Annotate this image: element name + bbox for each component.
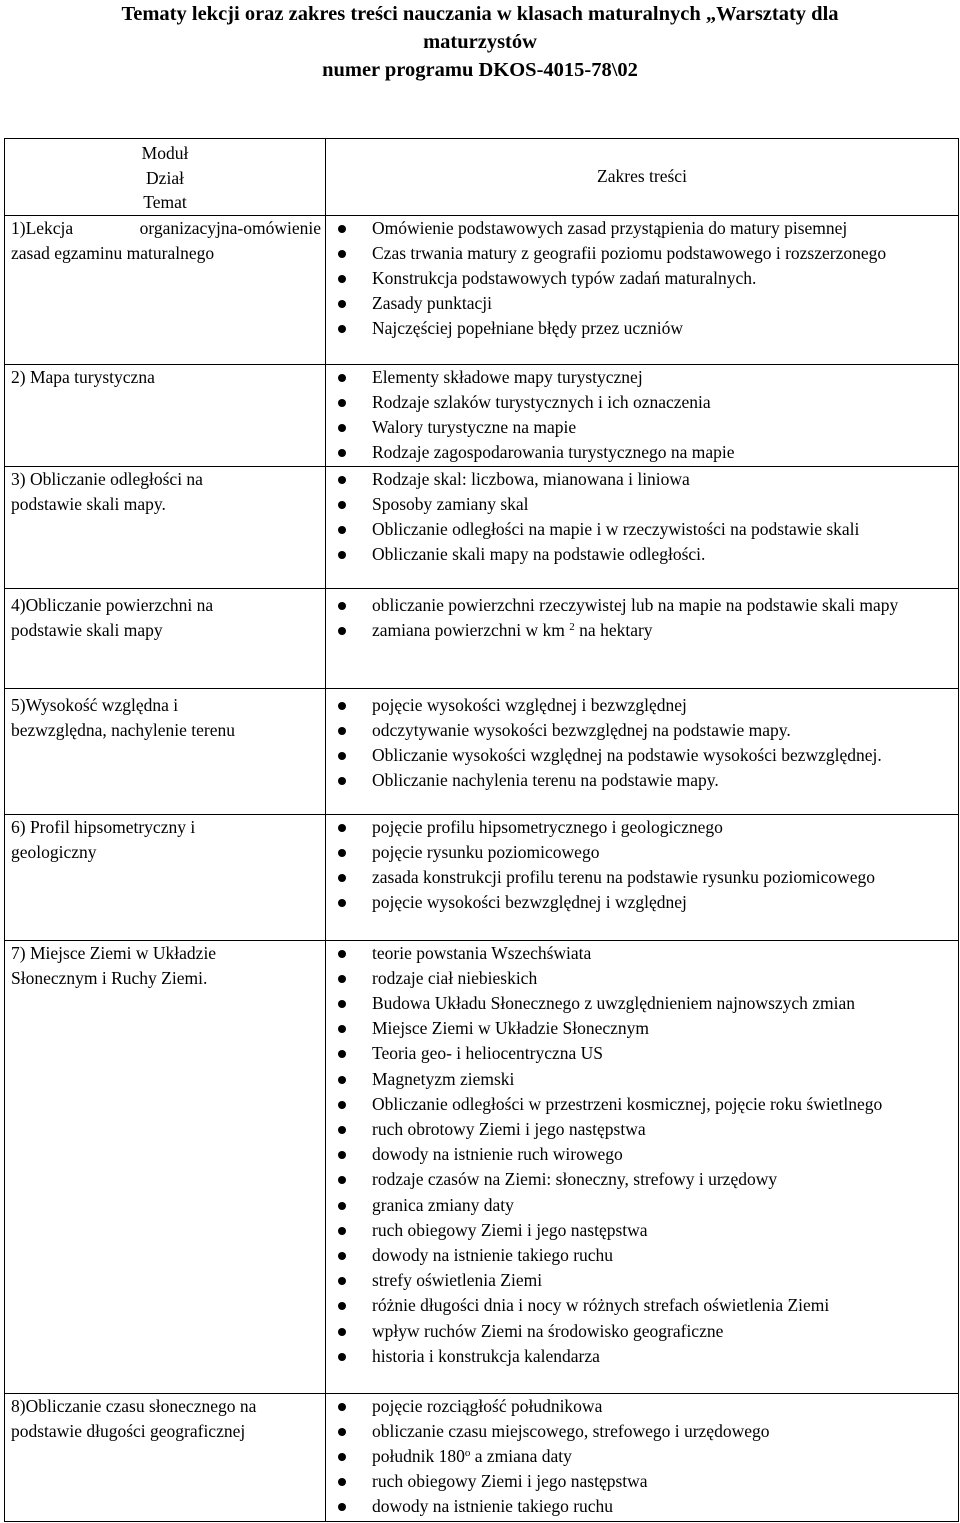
list-item: Obliczanie wysokości względnej na podstawie wysokości bezwzględnej. [326, 743, 958, 768]
list-item: Konstrukcja podstawowych typów zadań maturalnych. [326, 266, 958, 291]
bullet-icon [338, 1050, 346, 1058]
bullet-icon [338, 702, 346, 710]
list-item: południk 180$^o$ a zmiana daty [326, 1444, 958, 1469]
bullet-icon [338, 476, 346, 484]
topic-cell [5, 814, 326, 940]
list-item: dowody na istnienie ruch wirowego [326, 1142, 958, 1167]
list-item: ruch obiegowy Ziemi i jego następstwa [326, 1469, 958, 1494]
list-item: granica zmiany daty [326, 1193, 958, 1218]
bullet-icon [338, 325, 346, 333]
topic-cell [5, 215, 326, 364]
title-line-3: numer programu DKOS-4015-78\02 [322, 59, 638, 81]
bullet-icon [338, 1302, 346, 1310]
scope-cell [326, 688, 959, 814]
topic-cell [5, 588, 326, 688]
title-line-1: Tematy lekcji oraz zakres treści nauczania w klasach maturalnych „Warsztaty dla [121, 3, 839, 25]
scope-cell [326, 588, 959, 688]
list-item: historia i konstrukcja kalendarza [326, 1344, 958, 1369]
bullet-icon [338, 874, 346, 882]
list-item: Budowa Układu Słonecznego z uwzględnieniem najnowszych zmian [326, 991, 958, 1016]
bullet-icon [338, 1428, 346, 1436]
list-item: obliczanie powierzchni rzeczywistej lub na mapie na podstawie skali mapy [326, 593, 958, 618]
header-scope-cell [326, 139, 959, 216]
list-item: Czas trwania matury z geografii poziomu podstawowego i rozszerzonego [326, 241, 958, 266]
scope-cell [326, 364, 959, 466]
bullet-icon [338, 526, 346, 534]
table-row [5, 1393, 959, 1521]
bullet-icon [338, 899, 346, 907]
list-item: pojęcie wysokości względnej i bezwzględnej [326, 693, 958, 718]
bullet-icon [338, 627, 346, 635]
bullet-icon [338, 824, 346, 832]
topic-line: Słonecznym i Ruchy Ziemi. [11, 967, 208, 988]
list-item: Obliczanie skali mapy na podstawie odległości. [326, 542, 958, 567]
topic-line: bezwzględna, nachylenie terenu [11, 719, 235, 740]
list-item: zasada konstrukcji profilu terenu na podstawie rysunku poziomicowego [326, 865, 958, 890]
list-item: odczytywanie wysokości bezwzględnej na podstawie mapy. [326, 718, 958, 743]
list-item: różnie długości dnia i nocy w różnych strefach oświetlenia Ziemi [326, 1293, 958, 1318]
topic-cell [5, 688, 326, 814]
topic-line: 2) Mapa turystyczna [11, 366, 155, 387]
table-row [5, 215, 959, 364]
list-item: dowody na istnienie takiego ruchu [326, 1494, 958, 1519]
header-topic: Temat [143, 192, 187, 212]
bullet-icon [338, 374, 346, 382]
bullet-icon [338, 752, 346, 760]
bullet-icon [338, 1151, 346, 1159]
list-item: pojęcie rozciągłość południkowa [326, 1394, 958, 1419]
list-item: ruch obiegowy Ziemi i jego następstwa [326, 1218, 958, 1243]
bullet-icon [338, 449, 346, 457]
bullet-icon [338, 250, 346, 258]
scope-cell [326, 1393, 959, 1521]
topic-line: 5)Wysokość względna i [11, 694, 179, 715]
list-item: rodzaje ciał niebieskich [326, 966, 958, 991]
header-section: Dział [146, 167, 184, 188]
header-module: Moduł [141, 143, 189, 163]
bullet-icon [338, 275, 346, 283]
scope-cell [326, 215, 959, 364]
superscript: 2 [569, 620, 575, 633]
table-row [5, 588, 959, 688]
list-item: Walory turystyczne na mapie [326, 415, 958, 440]
list-item: Rodzaje zagospodarowania turystycznego na mapie [326, 440, 958, 465]
list-item: Omówienie podstawowych zasad przystąpienia do matury pisemnej [326, 216, 958, 241]
list-item: Magnetyzm ziemski [326, 1067, 958, 1092]
curriculum-table [4, 138, 959, 1522]
topic-line: 4)Obliczanie powierzchni na [11, 594, 214, 615]
topic-line: 1)Lekcja organizacyjna-omówienie [11, 217, 321, 238]
bullet-icon [338, 1227, 346, 1235]
bullet-icon [338, 1202, 346, 1210]
list-item: strefy oświetlenia Ziemi [326, 1268, 958, 1293]
topic-line: zasad egzaminu maturalnego [11, 242, 215, 263]
bullet-icon [338, 1126, 346, 1134]
scope-cell [326, 940, 959, 1393]
bullet-icon [338, 1277, 346, 1285]
table-row [5, 466, 959, 588]
list-item: Sposoby zamiany skal [326, 492, 958, 517]
topic-line: podstawie skali mapy [11, 619, 163, 640]
bullet-icon [338, 849, 346, 857]
list-item: Elementy składowe mapy turystycznej [326, 365, 958, 390]
topic-line: geologiczny [11, 841, 97, 862]
topic-line: 7) Miejsce Ziemi w Układzie [11, 942, 217, 963]
list-item: obliczanie czasu miejscowego, strefowego i urzędowego [326, 1419, 958, 1444]
topic-cell [5, 1393, 326, 1521]
header-scope: Zakres treści [597, 166, 687, 187]
bullet-icon [338, 950, 346, 958]
list-item: wpływ ruchów Ziemi na środowisko geograficzne [326, 1319, 958, 1344]
scope-cell [326, 466, 959, 588]
bullet-icon [338, 501, 346, 509]
superscript: o [464, 1446, 471, 1459]
title-line-2: maturzystów [423, 31, 537, 53]
list-item: rodzaje czasów na Ziemi: słoneczny, strefowy i urzędowy [326, 1167, 958, 1192]
topic-line: 6) Profil hipsometryczny i [11, 816, 196, 837]
topic-line: podstawie długości geograficznej [11, 1420, 246, 1441]
bullet-icon [338, 1478, 346, 1486]
bullet-icon [338, 1328, 346, 1336]
list-item: Najczęściej popełniane błędy przez uczniów [326, 316, 958, 341]
topic-cell [5, 364, 326, 466]
bullet-icon [338, 424, 346, 432]
table-row [5, 364, 959, 466]
bullet-icon [338, 399, 346, 407]
bullet-icon [338, 1403, 346, 1411]
bullet-icon [338, 1025, 346, 1033]
table-header-row [5, 139, 959, 216]
topic-line: 3) Obliczanie odległości na [11, 468, 203, 489]
list-item: Teoria geo- i heliocentryczna US [326, 1041, 958, 1066]
list-item: Zasady punktacji [326, 291, 958, 316]
list-item: Obliczanie odległości na mapie i w rzeczywistości na podstawie skali [326, 517, 958, 542]
topic-line: podstawie skali mapy. [11, 493, 166, 514]
list-item: pojęcie wysokości bezwzględnej i względnej [326, 890, 958, 915]
list-item: Rodzaje skal: liczbowa, mianowana i liniowa [326, 467, 958, 492]
bullet-icon [338, 602, 346, 610]
list-item: teorie powstania Wszechświata [326, 941, 958, 966]
table-row [5, 814, 959, 940]
list-item: pojęcie profilu hipsometrycznego i geologicznego [326, 815, 958, 840]
bullet-icon [338, 1503, 346, 1511]
bullet-icon [338, 777, 346, 785]
page-title [0, 0, 960, 84]
list-item: Obliczanie odległości w przestrzeni kosmicznej, pojęcie roku świetlnego [326, 1092, 958, 1117]
bullet-icon [338, 225, 346, 233]
table-row [5, 940, 959, 1393]
bullet-icon [338, 1076, 346, 1084]
bullet-icon [338, 551, 346, 559]
bullet-icon [338, 1101, 346, 1109]
topic-cell [5, 940, 326, 1393]
bullet-icon [338, 300, 346, 308]
scope-cell [326, 814, 959, 940]
table-row [5, 688, 959, 814]
list-item: Miejsce Ziemi w Układzie Słonecznym [326, 1016, 958, 1041]
list-item: ruch obrotowy Ziemi i jego następstwa [326, 1117, 958, 1142]
bullet-icon [338, 1353, 346, 1361]
topic-cell [5, 466, 326, 588]
bullet-icon [338, 1453, 346, 1461]
list-item: Obliczanie nachylenia terenu na podstawie mapy. [326, 768, 958, 793]
list-item: Rodzaje szlaków turystycznych i ich oznaczenia [326, 390, 958, 415]
bullet-icon [338, 1000, 346, 1008]
bullet-icon [338, 1252, 346, 1260]
topic-line: 8)Obliczanie czasu słonecznego na [11, 1395, 257, 1416]
bullet-icon [338, 727, 346, 735]
bullet-icon [338, 975, 346, 983]
header-module-cell [5, 139, 326, 216]
list-item: pojęcie rysunku poziomicowego [326, 840, 958, 865]
list-item: zamiana powierzchni w km $^2$ na hektary [326, 618, 958, 643]
bullet-icon [338, 1176, 346, 1184]
list-item: dowody na istnienie takiego ruchu [326, 1243, 958, 1268]
